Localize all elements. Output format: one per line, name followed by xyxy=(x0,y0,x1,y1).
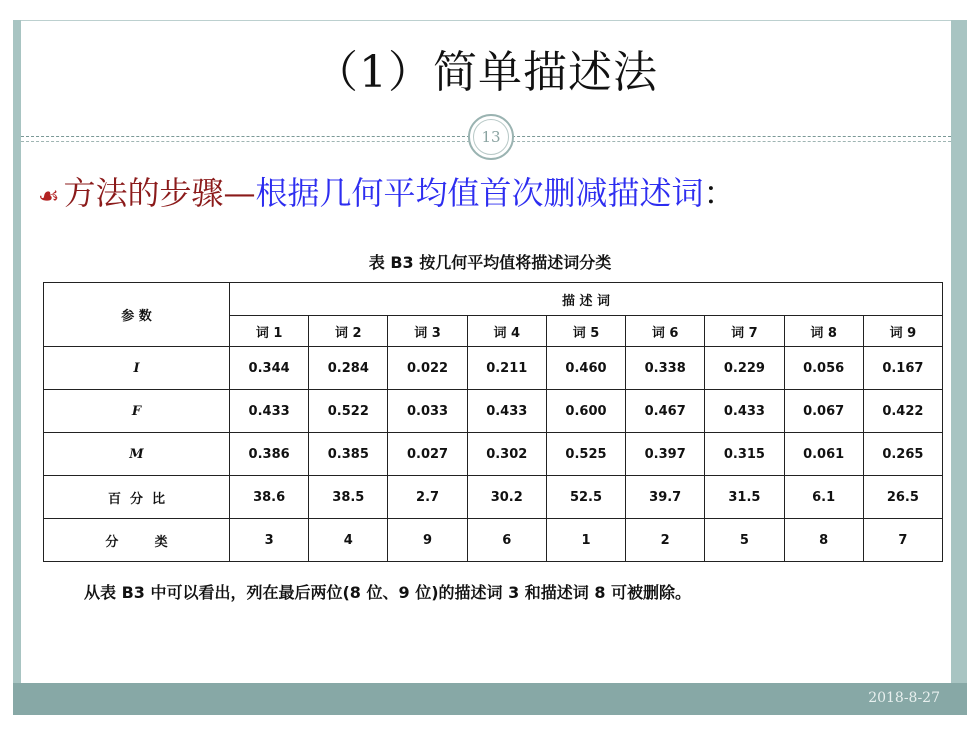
column-header: 词 4 xyxy=(467,316,546,347)
descriptor-table xyxy=(43,282,943,562)
table-cell: 0.422 xyxy=(863,390,942,433)
table-cell: 38.6 xyxy=(230,476,309,519)
table-cell: 52.5 xyxy=(546,476,625,519)
table-cell: 0.229 xyxy=(705,347,784,390)
table-cell: 31.5 xyxy=(705,476,784,519)
table-cell: 0.067 xyxy=(784,390,863,433)
table-cell: 0.315 xyxy=(705,433,784,476)
table-cell: 0.027 xyxy=(388,433,467,476)
table-row xyxy=(44,347,943,390)
table-cell: 30.2 xyxy=(467,476,546,519)
table-cell: 2.7 xyxy=(388,476,467,519)
table-cell: 0.433 xyxy=(705,390,784,433)
column-header: 词 2 xyxy=(309,316,388,347)
table-cell: 5 xyxy=(705,519,784,562)
table-cell: 0.211 xyxy=(467,347,546,390)
left-decor-bar xyxy=(13,20,21,715)
row-label: 百 分 比 xyxy=(44,476,230,519)
table-row xyxy=(44,390,943,433)
table-cell: 0.167 xyxy=(863,347,942,390)
table-cell: 38.5 xyxy=(309,476,388,519)
column-header: 词 6 xyxy=(626,316,705,347)
column-header: 词 7 xyxy=(705,316,784,347)
param-header: 参 数 xyxy=(44,283,230,347)
table-cell: 2 xyxy=(626,519,705,562)
table-cell: 8 xyxy=(784,519,863,562)
table-cell: 0.284 xyxy=(309,347,388,390)
table-cell: 0.386 xyxy=(230,433,309,476)
table-caption: 表 B3 按几何平均值将描述词分类 xyxy=(368,253,612,272)
table-cell: 0.265 xyxy=(863,433,942,476)
section-heading xyxy=(38,168,736,214)
table-cell: 0.433 xyxy=(230,390,309,433)
table-cell: 6.1 xyxy=(784,476,863,519)
table-cell: 0.338 xyxy=(626,347,705,390)
row-label: F xyxy=(44,390,230,433)
descriptor-header: 描 述 词 xyxy=(230,283,943,316)
column-header: 词 1 xyxy=(230,316,309,347)
table-note: 从表 B3 中可以看出，列在最后两位(8 位、9 位)的描述词 3 和描述词 8 可被删除。 xyxy=(84,583,692,602)
table-cell: 6 xyxy=(467,519,546,562)
slide-date: 2018-8-27 xyxy=(868,690,940,706)
table-cell: 0.600 xyxy=(546,390,625,433)
table-cell: 0.460 xyxy=(546,347,625,390)
table-row xyxy=(44,476,943,519)
table-cell: 0.302 xyxy=(467,433,546,476)
table-cell: 7 xyxy=(863,519,942,562)
heading-colon: ： xyxy=(703,174,736,212)
table-cell: 4 xyxy=(309,519,388,562)
column-header: 词 5 xyxy=(546,316,625,347)
table-cell: 0.344 xyxy=(230,347,309,390)
footer-bar xyxy=(13,683,967,715)
column-header: 词 8 xyxy=(784,316,863,347)
table-cell: 0.061 xyxy=(784,433,863,476)
table-cell: 0.467 xyxy=(626,390,705,433)
table-cell: 3 xyxy=(230,519,309,562)
table-row xyxy=(44,433,943,476)
table-cell: 0.033 xyxy=(388,390,467,433)
table-cell: 9 xyxy=(388,519,467,562)
row-label: M xyxy=(44,433,230,476)
table-cell: 26.5 xyxy=(863,476,942,519)
table-cell: 0.522 xyxy=(309,390,388,433)
scroll-bullet-icon: ☙ xyxy=(38,182,60,210)
page-number: 13 xyxy=(473,119,509,155)
row-label: I xyxy=(44,347,230,390)
table-cell: 39.7 xyxy=(626,476,705,519)
column-header: 词 9 xyxy=(863,316,942,347)
table-header-row xyxy=(44,283,943,316)
table-cell: 0.385 xyxy=(309,433,388,476)
table-row xyxy=(44,519,943,562)
heading-main: 方法的步骤— xyxy=(63,174,256,212)
right-decor-bar xyxy=(951,20,967,715)
row-label: 分 类 xyxy=(44,519,230,562)
column-header: 词 3 xyxy=(388,316,467,347)
table-cell: 0.433 xyxy=(467,390,546,433)
table-cell: 0.525 xyxy=(546,433,625,476)
slide-title: （1）简单描述法 xyxy=(314,47,658,98)
table-cell: 0.022 xyxy=(388,347,467,390)
table-cell: 0.397 xyxy=(626,433,705,476)
heading-sub: 根据几何平均值首次删减描述词 xyxy=(255,174,704,212)
table-cell: 1 xyxy=(546,519,625,562)
table-cell: 0.056 xyxy=(784,347,863,390)
